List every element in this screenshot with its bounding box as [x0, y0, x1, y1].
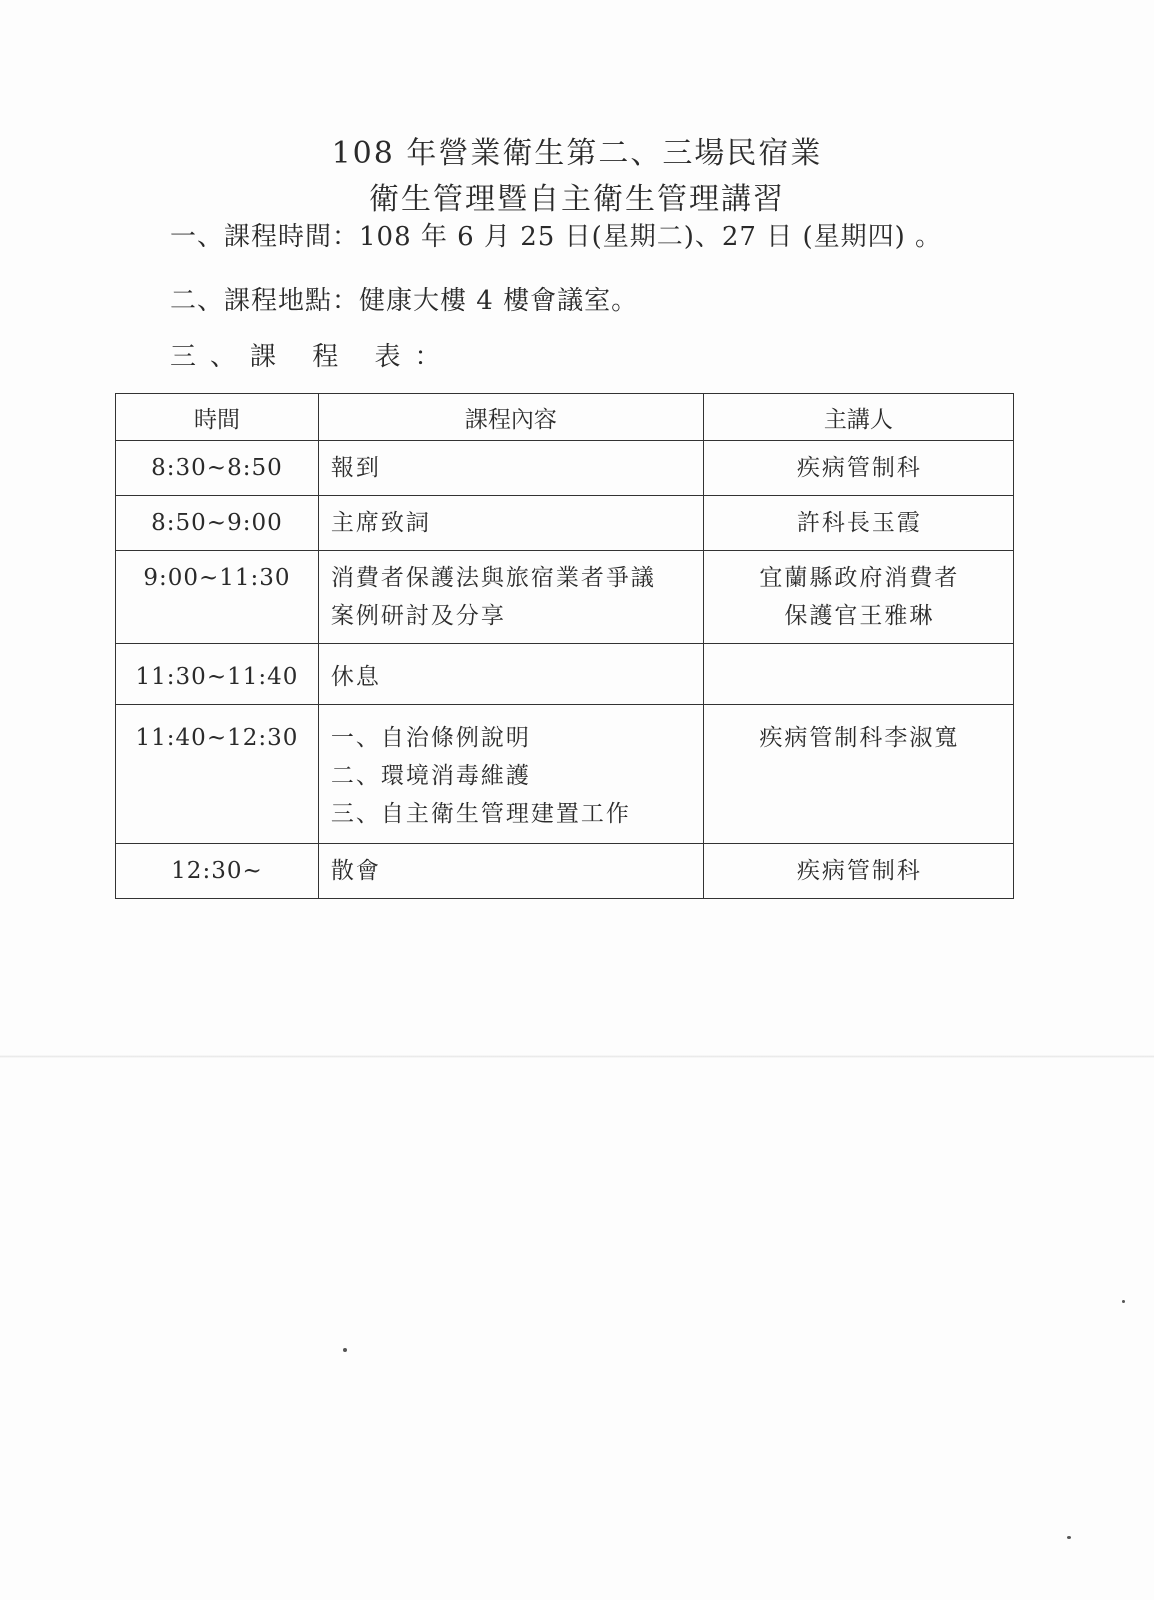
- time-cell: 11:40~12:30: [116, 705, 319, 844]
- table-row: [116, 705, 1014, 844]
- content-cell: 消費者保護法與旅宿業者爭議 案例研討及分享: [318, 551, 703, 644]
- speaker-cell: 疾病管制科李淑寬: [703, 705, 1013, 844]
- header-speaker: 主講人: [703, 394, 1013, 441]
- paper-fold-line: [0, 1055, 1154, 1058]
- time-cell: 8:50~9:00: [116, 496, 319, 551]
- content-cell: 主席致詞: [318, 496, 703, 551]
- table-row: [116, 441, 1014, 496]
- document-title-line-2: 衛生管理暨自主衛生管理講習: [369, 182, 785, 217]
- course-location-section: 二、課程地點：健康大樓 4 樓會議室。: [170, 286, 639, 316]
- content-cell: 報到: [318, 441, 703, 496]
- course-schedule-heading: 三、課 程 表：: [170, 342, 455, 372]
- table-row: [116, 644, 1014, 705]
- content-cell: 散會: [318, 844, 703, 899]
- content-cell: 休息: [318, 644, 703, 705]
- scan-speck: [343, 1348, 347, 1352]
- table-row: [116, 496, 1014, 551]
- table-header-row: [116, 394, 1014, 441]
- speaker-cell: 疾病管制科: [703, 441, 1013, 496]
- time-cell: 12:30~: [116, 844, 319, 899]
- speaker-cell: 疾病管制科: [703, 844, 1013, 899]
- table-row: [116, 551, 1014, 644]
- content-cell: 一、自治條例說明 二、環境消毒維護 三、自主衛生管理建置工作: [318, 705, 703, 844]
- scan-speck: [1067, 1536, 1071, 1539]
- time-cell: 11:30~11:40: [116, 644, 319, 705]
- speaker-cell: [703, 644, 1013, 705]
- document-title-line-1: 108 年營業衛生第二、三場民宿業: [331, 136, 823, 171]
- time-cell: 9:00~11:30: [116, 551, 319, 644]
- table-row: [116, 844, 1014, 899]
- course-time-section: 一、課程時間：108 年 6 月 25 日(星期二)、27 日 (星期四) 。: [170, 222, 943, 252]
- schedule-table: [115, 393, 1014, 899]
- header-content: 課程內容: [318, 394, 703, 441]
- time-cell: 8:30~8:50: [116, 441, 319, 496]
- speaker-cell: 許科長玉霞: [703, 496, 1013, 551]
- header-time: 時間: [116, 394, 319, 441]
- speaker-cell: 宜蘭縣政府消費者 保護官王雅琳: [703, 551, 1013, 644]
- scan-speck: [1122, 1300, 1125, 1303]
